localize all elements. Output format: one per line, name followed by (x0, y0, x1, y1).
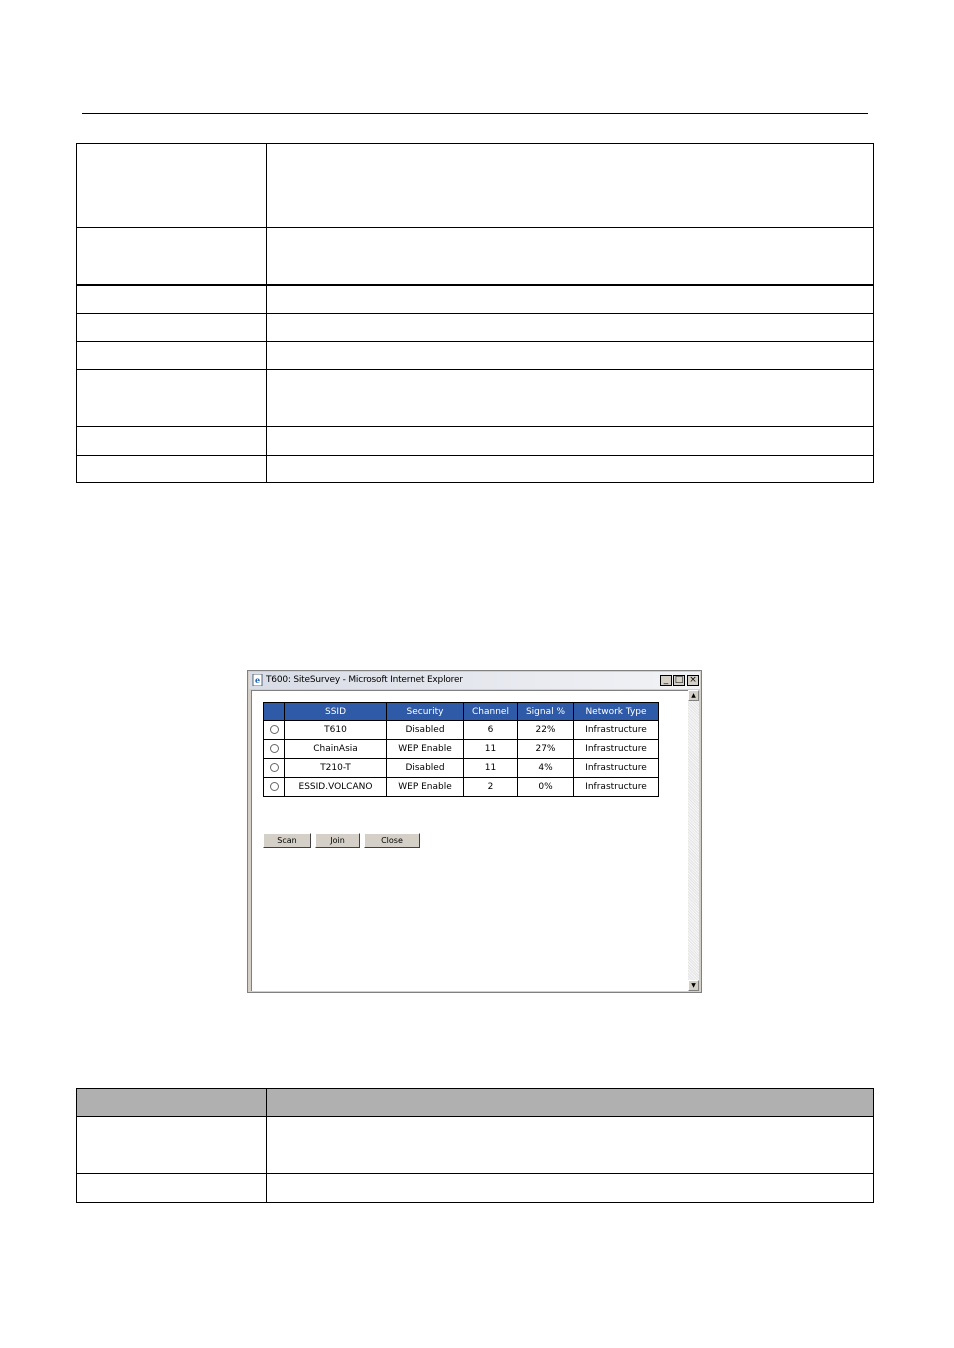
security-cell: Disabled (387, 759, 464, 778)
close-button[interactable]: Close (364, 833, 420, 848)
channel-cell: 11 (464, 740, 518, 759)
signal-cell: 0% (518, 778, 574, 797)
col-security-header: Security (387, 703, 464, 721)
network-type-cell: Infrastructure (574, 721, 659, 740)
maximize-button[interactable]: □ (674, 675, 684, 685)
network-type-cell: Infrastructure (574, 778, 659, 797)
doc-table-top (76, 143, 874, 483)
network-radio-1[interactable] (270, 744, 279, 753)
table-header-row (264, 703, 659, 721)
channel-cell: 6 (464, 721, 518, 740)
network-radio-0[interactable] (270, 725, 279, 734)
security-cell: Disabled (387, 721, 464, 740)
window-title: T600: SiteSurvey - Microsoft Internet Explorer (266, 675, 463, 685)
title-bar (249, 672, 700, 689)
ssid-cell: ESSID.VOLCANO (285, 778, 387, 797)
svg-text:e: e (254, 675, 261, 685)
minimize-button[interactable]: _ (660, 675, 672, 686)
col-channel-header: Channel (464, 703, 518, 721)
signal-cell: 27% (518, 740, 574, 759)
ssid-cell: T210-T (285, 759, 387, 778)
signal-cell: 22% (518, 721, 574, 740)
ie-icon (252, 674, 264, 686)
network-type-cell: Infrastructure (574, 740, 659, 759)
close-window-button[interactable]: × (687, 675, 699, 686)
join-button[interactable]: Join (315, 833, 360, 848)
col-ssid-header: SSID (285, 703, 387, 721)
channel-cell: 2 (464, 778, 518, 797)
table-row (264, 759, 659, 778)
signal-cell: 4% (518, 759, 574, 778)
table-row (264, 721, 659, 740)
scan-button[interactable]: Scan (263, 833, 311, 848)
table-row (264, 778, 659, 797)
doc-table-bottom (76, 1088, 874, 1203)
arrow-up-icon[interactable]: ▲ (688, 690, 699, 701)
network-radio-2[interactable] (270, 763, 279, 772)
col-select-header (264, 703, 285, 721)
site-survey-window (247, 670, 702, 993)
ssid-cell: T610 (285, 721, 387, 740)
header-rule (82, 113, 868, 114)
col-signal-header: Signal % (518, 703, 574, 721)
arrow-down-icon[interactable]: ▼ (688, 980, 699, 991)
table-row (264, 740, 659, 759)
security-cell: WEP Enable (387, 778, 464, 797)
page-content (251, 690, 689, 991)
vertical-scrollbar[interactable] (688, 690, 699, 991)
channel-cell: 11 (464, 759, 518, 778)
ssid-cell: ChainAsia (285, 740, 387, 759)
col-network-type-header: Network Type (574, 703, 659, 721)
site-survey-table (263, 702, 659, 797)
security-cell: WEP Enable (387, 740, 464, 759)
network-type-cell: Infrastructure (574, 759, 659, 778)
network-radio-3[interactable] (270, 782, 279, 791)
